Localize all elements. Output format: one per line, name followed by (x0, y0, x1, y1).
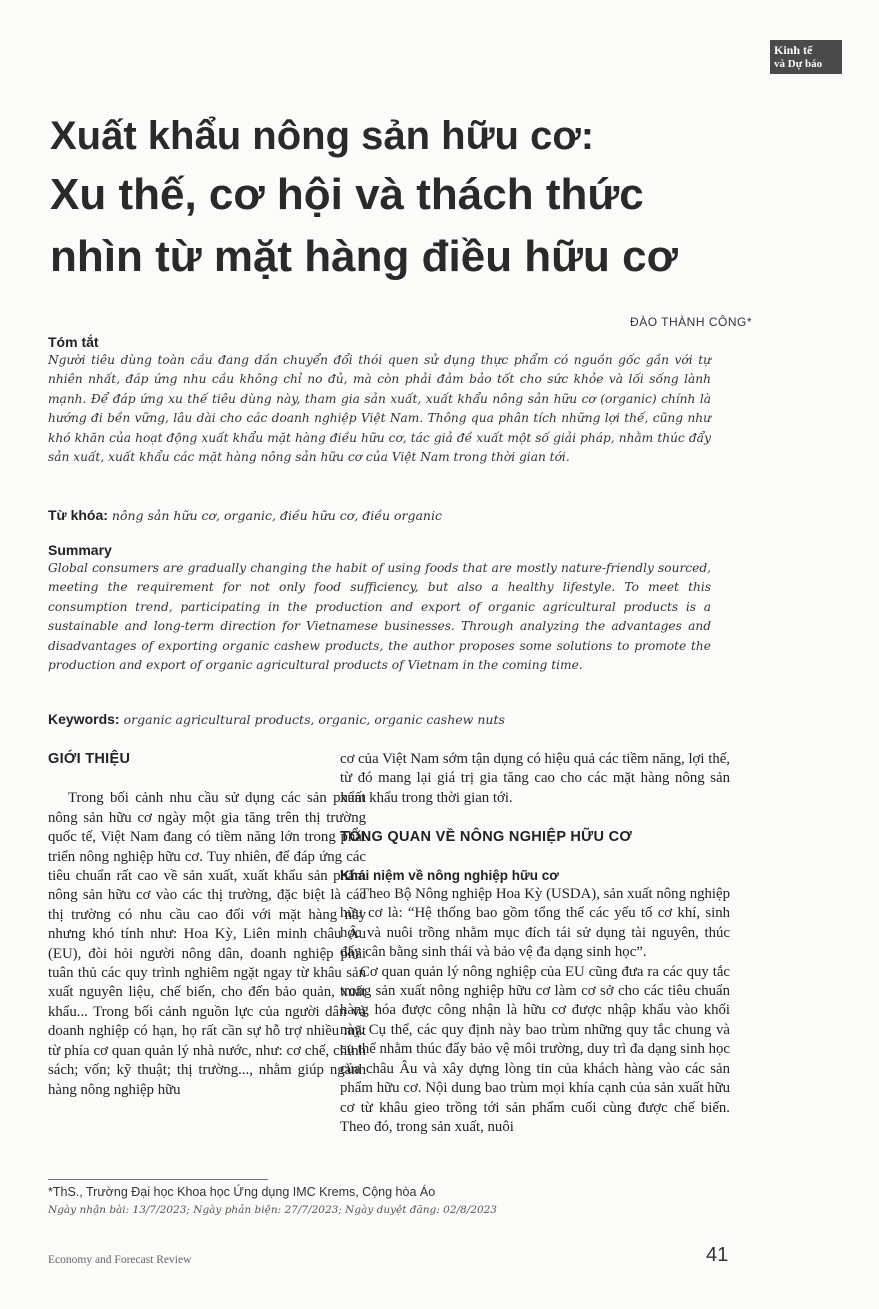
footnote-affiliation: *ThS., Trường Đại học Khoa học Ứng dụng IMC Krems, Cộng hòa Áo (48, 1185, 436, 1199)
keywords-vi (48, 506, 728, 525)
logo-line-1: Kinh tế (774, 43, 813, 57)
title-line-2: Xu thế, cơ hội và thách thức (50, 170, 644, 219)
keywords-en-value: organic agricultural products, organic, organic cashew nuts (123, 712, 505, 727)
abstract-vi-heading: Tóm tắt (48, 334, 99, 350)
keywords-en-label: Keywords: (48, 711, 120, 727)
footnote-divider (48, 1179, 268, 1180)
title-line-3: nhìn từ mặt hàng điều hữu cơ (50, 232, 678, 281)
page-number: 41 (706, 1244, 729, 1266)
title-line-1: Xuất khẩu nông sản hữu cơ: (50, 114, 595, 158)
body-column-right (340, 750, 730, 1137)
footnote-dates: Ngày nhận bài: 13/7/2023; Ngày phản biện: 27/7/2023; Ngày duyệt đăng: 02/8/2023 (48, 1204, 497, 1216)
abstract-en-text: Global consumers are gradually changing the habit of using foods that are mostly nature-friendly sourced, meeting the requirement for not only food sufficiency, but also a healthy lifestyle. To meet this consumption trend, participating in the production and export of organic agricultural products is a sustainable and long-term direction for Vietnamese businesses. Through analyzing the advantages and disadvantages of exporting organic cashew products, the author proposes some solutions to promote the production and export of organic agricultural products of Vietnam in the coming time. (48, 561, 711, 673)
journal-logo (770, 40, 842, 74)
logo-line-2: và Dự báo (774, 58, 823, 70)
overview-heading: TỔNG QUAN VỀ NÔNG NGHIỆP HỮU CƠ (340, 829, 633, 846)
intro-heading: GIỚI THIỆU (48, 751, 131, 767)
intro-paragraph: Trong bối cảnh nhu cầu sử dụng các sản phẩm nông sản hữu cơ ngày một gia tăng trên thị trường quốc tế, Việt Nam đang có tiềm năng lớn trong phát triển nông nghiệp hữu cơ. Tuy nhiên, để đáp ứng các tiêu chuẩn rất cao về sản xuất, xuất khẩu sản phẩm nông sản hữu cơ vào các thị trường, đặc biệt là các thị trường có nhu cầu cao đối với mặt hàng này nhưng khó tính như: Hoa Kỳ, Liên minh châu Âu (EU), đòi hỏi người nông dân, doanh nghiệp phải tuân thủ các quy trình nghiêm ngặt ngay từ khâu sản xuất nguyên liệu, chế biến, cho đến bảo quản, xuất khẩu... Trong bối cảnh nguồn lực của người dân và doanh nghiệp có hạn, họ rất cần sự hỗ trợ nhiều mặt từ phía cơ quan quản lý nhà nước, như: cơ chế, chính sách; vốn; kỹ thuật; thị trường..., nhằm giúp ngành hàng nông nghiệp hữu (48, 790, 366, 1098)
author-name: ĐÀO THÀNH CÔNG* (630, 315, 752, 329)
abstract-vi-text: Người tiêu dùng toàn cầu đang dần chuyển đổi thói quen sử dụng thực phẩm có nguồn gốc gần với tự nhiên nhất, đáp ứng nhu cầu không chỉ no đủ, mà còn phải đảm bảo tốt cho sức khỏe và lối sống lành mạnh. Để đáp ứng xu thế tiêu dùng này, tham gia sản xuất, xuất khẩu nông sản hữu cơ (organic) chính là hướng đi bền vững, lâu dài cho các doanh nghiệp Việt Nam. Thông qua phân tích những lợi thế, cũng như khó khăn của hoạt động xuất khẩu mặt hàng điều hữu cơ, tác giả đề xuất một số giải pháp, nhằm thúc đẩy sản xuất, xuất khẩu các mặt hàng nông sản hữu cơ của Việt Nam trong thời gian tới. (48, 353, 711, 465)
keywords-vi-label: Từ khóa: (48, 507, 108, 523)
keywords-vi-value: nông sản hữu cơ, organic, điều hữu cơ, điều organic (111, 508, 442, 523)
abstract-en (48, 542, 711, 675)
journal-name-footer: Economy and Forecast Review (48, 1254, 192, 1266)
concept-heading: Khái niệm về nông nghiệp hữu cơ (340, 867, 559, 883)
abstract-en-heading: Summary (48, 542, 112, 558)
intro-continuation: cơ của Việt Nam sớm tận dụng có hiệu quả các tiềm năng, lợi thế, từ đó mang lại giá trị gia tăng cao cho các mặt hàng nông sản xuất khẩu trong thời gian tới. (340, 751, 730, 806)
concept-paragraph-2: Cơ quan quản lý nông nghiệp của EU cũng đưa ra các quy tắc trong sản xuất nông nghiệp hữu cơ làm cơ sở cho các tiêu chuẩn hàng hóa được công nhận là hữu cơ được nhập khẩu vào khối này. Cụ thể, các quy định này bao trùm những quy tắc chung và cụ thể nhằm thúc đẩy bảo vệ môi trường, duy trì đa dạng sinh học của châu Âu và xây dựng lòng tin của khách hàng vào các sản phẩm hữu cơ. Nội dung bao trùm mọi khía cạnh của sản xuất hữu cơ từ khâu gieo trồng tới sản phẩm cuối cùng được chế biến. Theo đó, trong sản xuất, nuôi (340, 963, 730, 1135)
concept-paragraph-1: Theo Bộ Nông nghiệp Hoa Kỳ (USDA), sản xuất nông nghiệp hữu cơ là: “Hệ thống bao gồm tổng thể các yếu tố cơ khí, sinh học và nuôi trồng nhằm mục đích tái sử dụng tài nguyên, thúc đẩy cân bằng sinh thái và bảo vệ đa dạng sinh học”. (340, 886, 730, 961)
article-title (50, 108, 830, 288)
abstract-vi (48, 334, 711, 467)
body-column-left (48, 750, 366, 1100)
keywords-en (48, 710, 728, 729)
